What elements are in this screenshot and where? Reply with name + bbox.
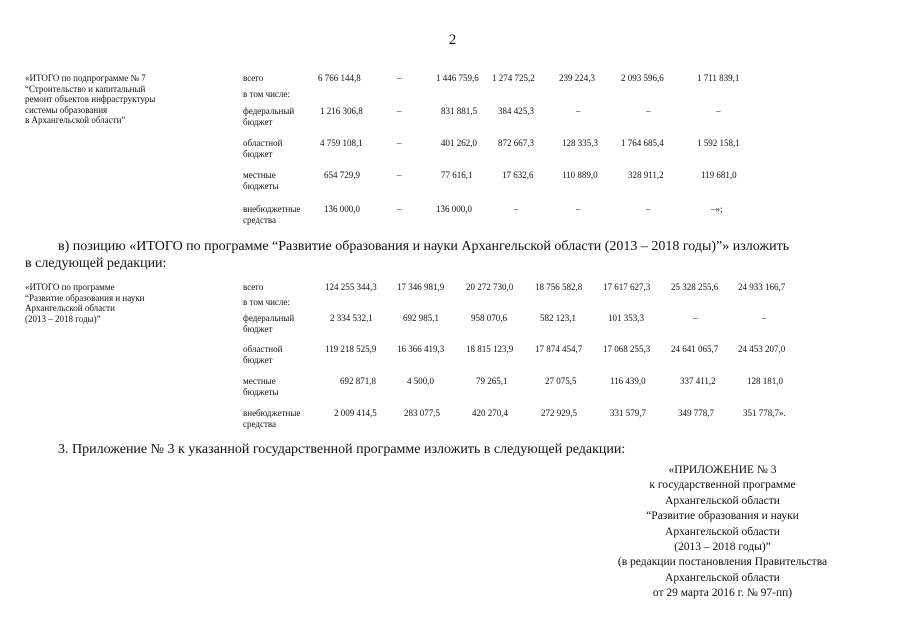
table-row-label: «ИТОГО по программе “Развитие образования и науки Архангельской области (2013 – 2018 годы)” bbox=[25, 282, 145, 324]
appendix-line: от 29 марта 2016 г. № 97-пп) bbox=[652, 587, 793, 600]
appendix-line: Архангельской области bbox=[665, 525, 780, 538]
paragraph-v-line2: в следующей редакции: bbox=[25, 256, 167, 271]
appendix-header bbox=[600, 463, 845, 602]
paragraph-3: 3. Приложение № 3 к указанной государственной программе изложить в следующей редакции: bbox=[58, 442, 626, 457]
appendix-line: (в редакции постановления Правительства bbox=[617, 556, 828, 569]
appendix-line: к государственной программе bbox=[649, 479, 796, 492]
paragraph-v-line1: в) позицию «ИТОГО по программе “Развитие образования и науки Архангельской области (2013 – 2018 годы)”» изложить bbox=[58, 239, 790, 254]
appendix-line: (2013 – 2018 годы)” bbox=[674, 541, 771, 554]
table-row-label: «ИТОГО по подпрограмме № 7 “Строительство и капитальный ремонт объектов инфраструктуры системы образования в Архангельской области” bbox=[25, 73, 156, 125]
appendix-line: Архангельской области bbox=[665, 494, 780, 507]
appendix-line: Архангельской области bbox=[665, 571, 780, 584]
appendix-line: «ПРИЛОЖЕНИЕ № 3 bbox=[668, 464, 777, 476]
page-number: 2 bbox=[448, 32, 457, 48]
appendix-line: “Развитие образования и науки bbox=[646, 510, 799, 523]
